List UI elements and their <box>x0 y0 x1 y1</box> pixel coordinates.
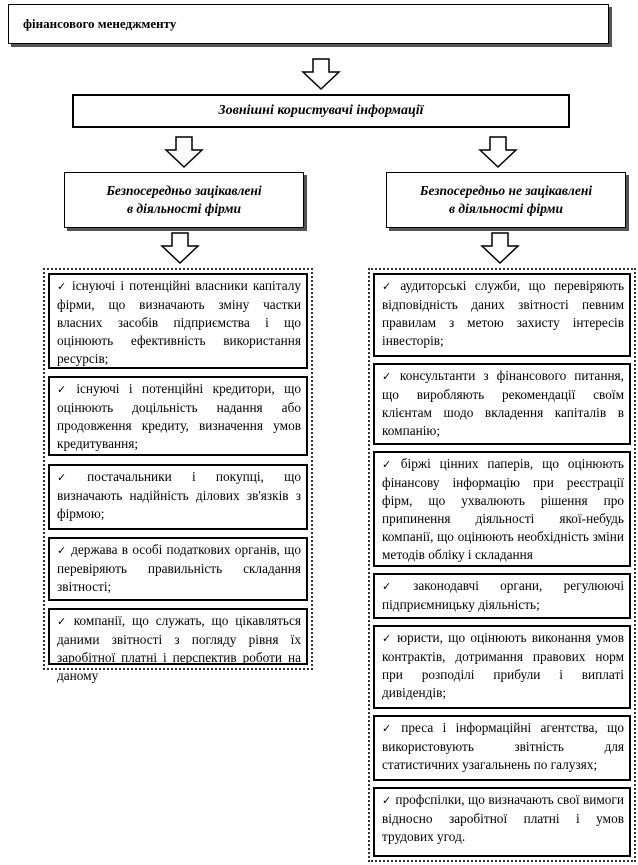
down-arrow-icon <box>160 232 200 264</box>
checkmark-icon: ✓ <box>382 370 396 383</box>
header-box <box>8 4 609 44</box>
list-item <box>48 464 308 530</box>
list-item-text: преса і інформаційні агентства, що використовують звітність для статистичних узагальнень по галузях; <box>382 720 624 772</box>
checkmark-icon: ✓ <box>382 632 394 645</box>
list-item <box>48 537 308 601</box>
header-title: фінансового менеджменту <box>23 16 177 31</box>
checkmark-icon: ✓ <box>57 383 73 396</box>
list-item-text: держава в особі податкових органів, що перевіряють правильність складання звітності; <box>57 542 301 594</box>
list-item <box>373 787 631 857</box>
down-arrow-icon <box>301 58 341 90</box>
external-users-box <box>72 94 570 128</box>
list-item-text: аудиторські служби, що перевіряють відповідність даних звітності певним правилам з метою захисту інтересів інвесторів; <box>382 278 625 348</box>
not-directly-interested-box <box>386 172 626 228</box>
directly-interested-line1: Безпосередньо зацікавлені <box>106 183 262 198</box>
list-item-text: законодавчі органи, регулюючі підприємницьку діяльність; <box>382 578 625 612</box>
list-item <box>373 715 631 781</box>
list-item-text: юристи, що оцінюють виконання умов контрактів, дотримання правових норм при розподілі прибули і виплаті дивідендів; <box>382 630 624 700</box>
list-item-text: існуючі і потенційні власники капіталу фірми, що визначають зміну частки власних засобів підприємства і що оцінюють ефективність використання ресурсів; <box>57 278 301 366</box>
list-item <box>48 273 308 369</box>
down-arrow-icon <box>478 136 518 168</box>
list-item-text: консультанти з фінансового питання, що виробляють рекомендації своїм клієнтам шодо вкладення капіталів в компанію; <box>382 368 625 438</box>
external-users-title: Зовнішні користувачі інформації <box>218 103 424 118</box>
list-item <box>373 273 631 357</box>
list-item <box>373 625 631 709</box>
list-item <box>48 608 308 683</box>
checkmark-icon: ✓ <box>382 580 410 593</box>
directly-interested-box <box>64 172 304 228</box>
checkmark-icon: ✓ <box>382 722 398 735</box>
not-directly-interested-line2: в діяльності фірми <box>448 201 564 216</box>
list-item <box>373 451 631 567</box>
directly-interested-line2: в діяльності фірми <box>126 201 242 216</box>
list-item <box>48 376 308 456</box>
list-item-text: профспілки, що визначають свої вимоги відносно заробітної платні і умов трудових угод. <box>382 792 625 844</box>
checkmark-icon: ✓ <box>382 794 392 807</box>
list-item-text: біржі цінних паперів, що оцінюють фінансову інформацію при реєстрації фірм, що ухвалюють рішення про припинення діяльності якої-небудь компанії, що оцінюють необхідність зміни методів обліку і складання <box>382 456 624 562</box>
list-item-text: компанії, що служать, що цікавляться даними звітності з погляду рівня їх заробітної платні і перспектив роботи на даному <box>57 613 302 683</box>
list-item <box>373 573 631 619</box>
checkmark-icon: ✓ <box>382 280 397 293</box>
checkmark-icon: ✓ <box>57 471 84 484</box>
checkmark-icon: ✓ <box>57 544 68 557</box>
down-arrow-icon <box>480 232 520 264</box>
not-directly-interested-line1: Безпосередньо не зацікавлені <box>419 183 593 198</box>
list-item-text: існуючі і потенційні кредитори, що оцінюють доцільність надання або продовження кредиту, визначення умов кредитування; <box>57 381 302 451</box>
checkmark-icon: ✓ <box>382 458 397 471</box>
list-item-text: постачальники і покупці, що визначають надійність ділових зв'язків з фірмою; <box>57 469 301 521</box>
checkmark-icon: ✓ <box>57 615 70 628</box>
down-arrow-icon <box>164 136 204 168</box>
list-item <box>373 363 631 445</box>
checkmark-icon: ✓ <box>57 280 69 293</box>
